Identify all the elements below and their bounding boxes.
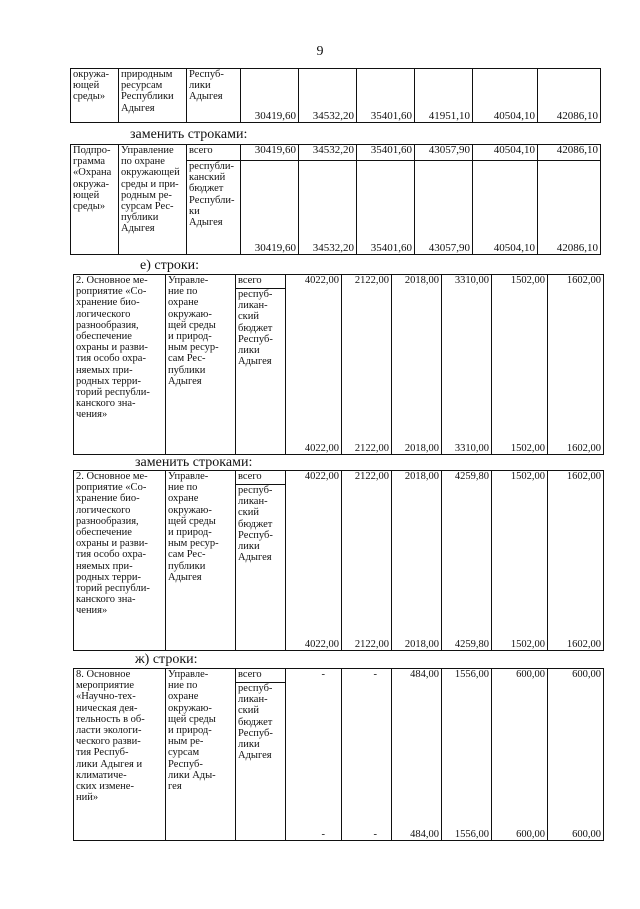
value-top: 2018,00 xyxy=(404,471,439,482)
cell-value-pair xyxy=(548,669,604,841)
cell-executor: Управление по охране окружающей среды и при- родным ре- сурсам Рес- публики Адыгея xyxy=(119,145,187,255)
value-top: 1602,00 xyxy=(566,275,601,286)
value-top: 600,00 xyxy=(572,669,601,680)
cell-activity-name: 2. Основное ме- роприятие «Со- хранение био- логического разнообразия, обеспечение охраны и разви- тия особо охра- няемых при- родных терри- торий республи- канского зна- чения» xyxy=(74,471,166,651)
value-bottom: 3310,00 xyxy=(454,442,489,454)
table-block-previous-rows xyxy=(70,68,601,123)
cell-value: 42086,10 xyxy=(538,69,601,123)
value-top: 4259,80 xyxy=(454,471,489,482)
value-bottom: 2018,00 xyxy=(404,442,439,454)
cell-program-name: окружа- ющей среды» xyxy=(71,69,119,123)
cell-value-pair xyxy=(548,275,604,455)
cell-value: 41951,10 xyxy=(415,69,473,123)
value-bottom: 4022,00 xyxy=(304,638,339,650)
cell-activity-name: 2. Основное ме- роприятие «Со- хранение био- логического разнообразия, обеспечение охраны и разви- тия особо охра- няемых при- родных терри- торий республи- канского зна- чения» xyxy=(74,275,166,455)
value-top: 1502,00 xyxy=(510,471,545,482)
cell-value-pair xyxy=(442,471,492,651)
cell-value: 40504,10 xyxy=(473,69,538,123)
cell-value-pair xyxy=(286,669,342,841)
cell-program-name: Подпро- грамма «Охрана окружа- ющей среды» xyxy=(71,145,119,255)
cell-source: Респуб- лики Адыгея xyxy=(187,69,241,123)
cell-source-budget: респуб- ликан- ский бюджет Респуб- лики Адыгея xyxy=(238,485,273,564)
cell-executor: Управле- ние по охране окружаю- щей среды и природ- ным ре- сурсам Респуб- лики Ады- гея xyxy=(166,669,236,841)
page-number: 9 xyxy=(316,44,324,59)
value-top: 4022,00 xyxy=(304,471,339,482)
cell-executor: Управле- ние по охране окружаю- щей среды и природ- ным ресур- сам Рес- публики Адыгея xyxy=(166,471,236,651)
cell-value: 34532,20 xyxy=(299,69,357,123)
cell-value-pair xyxy=(342,669,392,841)
cell-value-pair xyxy=(492,471,548,651)
value-top: 2018,00 xyxy=(404,275,439,286)
cell-value-pair xyxy=(492,275,548,455)
cell-source-budget: республи- канский бюджет Республи- ки Адыгея xyxy=(187,161,241,255)
cell-value-pair xyxy=(442,669,492,841)
cell-value: 42086,10 xyxy=(538,161,601,255)
value-top: - xyxy=(321,669,325,680)
value-bottom: 2018,00 xyxy=(404,638,439,650)
cell-source-budget: респуб- ликан- ский бюджет Респуб- лики Адыгея xyxy=(238,683,273,762)
cell-value-pair xyxy=(286,471,342,651)
cell-value: 42086,10 xyxy=(538,145,601,161)
value-bottom: 600,00 xyxy=(516,828,545,840)
value-top: 4022,00 xyxy=(304,275,339,286)
cell-value: 30419,60 xyxy=(241,161,299,255)
value-bottom: 1602,00 xyxy=(566,442,601,454)
value-bottom: 2122,00 xyxy=(354,638,389,650)
value-top: 484,00 xyxy=(410,669,439,680)
cell-value: 40504,10 xyxy=(473,161,538,255)
value-bottom: 2122,00 xyxy=(354,442,389,454)
value-bottom: 484,00 xyxy=(410,828,439,840)
cell-value-pair xyxy=(342,275,392,455)
cell-value: 43057,90 xyxy=(415,161,473,255)
cell-source-total: всего xyxy=(236,275,285,289)
cell-value: 40504,10 xyxy=(473,145,538,161)
cell-value-pair xyxy=(392,275,442,455)
cell-value-pair xyxy=(286,275,342,455)
cell-value: 30419,60 xyxy=(241,69,299,123)
value-bottom: 600,00 xyxy=(572,828,601,840)
cell-value-pair xyxy=(392,669,442,841)
value-top: 1602,00 xyxy=(566,471,601,482)
cell-value: 35401,60 xyxy=(357,161,415,255)
cell-value-pair xyxy=(548,471,604,651)
cell-value-pair xyxy=(392,471,442,651)
cell-source-budget: респуб- ликан- ский бюджет Респуб- лики Адыгея xyxy=(238,289,273,368)
value-bottom: - xyxy=(321,828,325,840)
cell-executor: природным ресурсам Республики Адыгея xyxy=(119,69,187,123)
heading-item-e: е) строки: xyxy=(140,258,200,273)
value-top: 1502,00 xyxy=(510,275,545,286)
value-top: 3310,00 xyxy=(454,275,489,286)
cell-executor: Управле- ние по охране окружаю- щей среды и природ- ным ресур- сам Рес- публики Адыгея xyxy=(166,275,236,455)
value-bottom: 1502,00 xyxy=(510,442,545,454)
value-bottom: 1502,00 xyxy=(510,638,545,650)
cell-value: 30419,60 xyxy=(241,145,299,161)
cell-value-pair xyxy=(442,275,492,455)
cell-value: 43057,90 xyxy=(415,145,473,161)
value-top: 2122,00 xyxy=(354,275,389,286)
value-top: 600,00 xyxy=(516,669,545,680)
value-bottom: 1602,00 xyxy=(566,638,601,650)
value-bottom: - xyxy=(373,828,377,840)
cell-value-pair xyxy=(342,471,392,651)
value-bottom: 4259,80 xyxy=(454,638,489,650)
cell-value: 35401,60 xyxy=(357,145,415,161)
cell-value: 34532,20 xyxy=(299,161,357,255)
cell-source-total: всего xyxy=(236,669,285,683)
value-top: 1556,00 xyxy=(454,669,489,680)
heading-item-zh: ж) строки: xyxy=(135,652,198,667)
heading-replace-rows-1: заменить строками: xyxy=(130,127,248,142)
table-block-item-zh xyxy=(73,668,604,841)
cell-activity-name: 8. Основное мероприятие «Научно-тех- ническая дея- тельность в об- ласти экологи- ческого разви- тия Респуб- лики Адыгея и климатиче- ских измене- ний» xyxy=(74,669,166,841)
table-block-item-e xyxy=(73,274,604,455)
table-block-subprogram xyxy=(70,144,601,255)
cell-value-pair xyxy=(492,669,548,841)
heading-replace-rows-2: заменить строками: xyxy=(135,455,253,470)
cell-value: 35401,60 xyxy=(357,69,415,123)
value-top: - xyxy=(373,669,377,680)
table-block-item-e-replacement xyxy=(73,470,604,651)
cell-value: 34532,20 xyxy=(299,145,357,161)
cell-source-total: всего xyxy=(187,145,241,161)
value-top: 2122,00 xyxy=(354,471,389,482)
value-bottom: 1556,00 xyxy=(454,828,489,840)
cell-source-total: всего xyxy=(236,471,285,485)
value-bottom: 4022,00 xyxy=(304,442,339,454)
